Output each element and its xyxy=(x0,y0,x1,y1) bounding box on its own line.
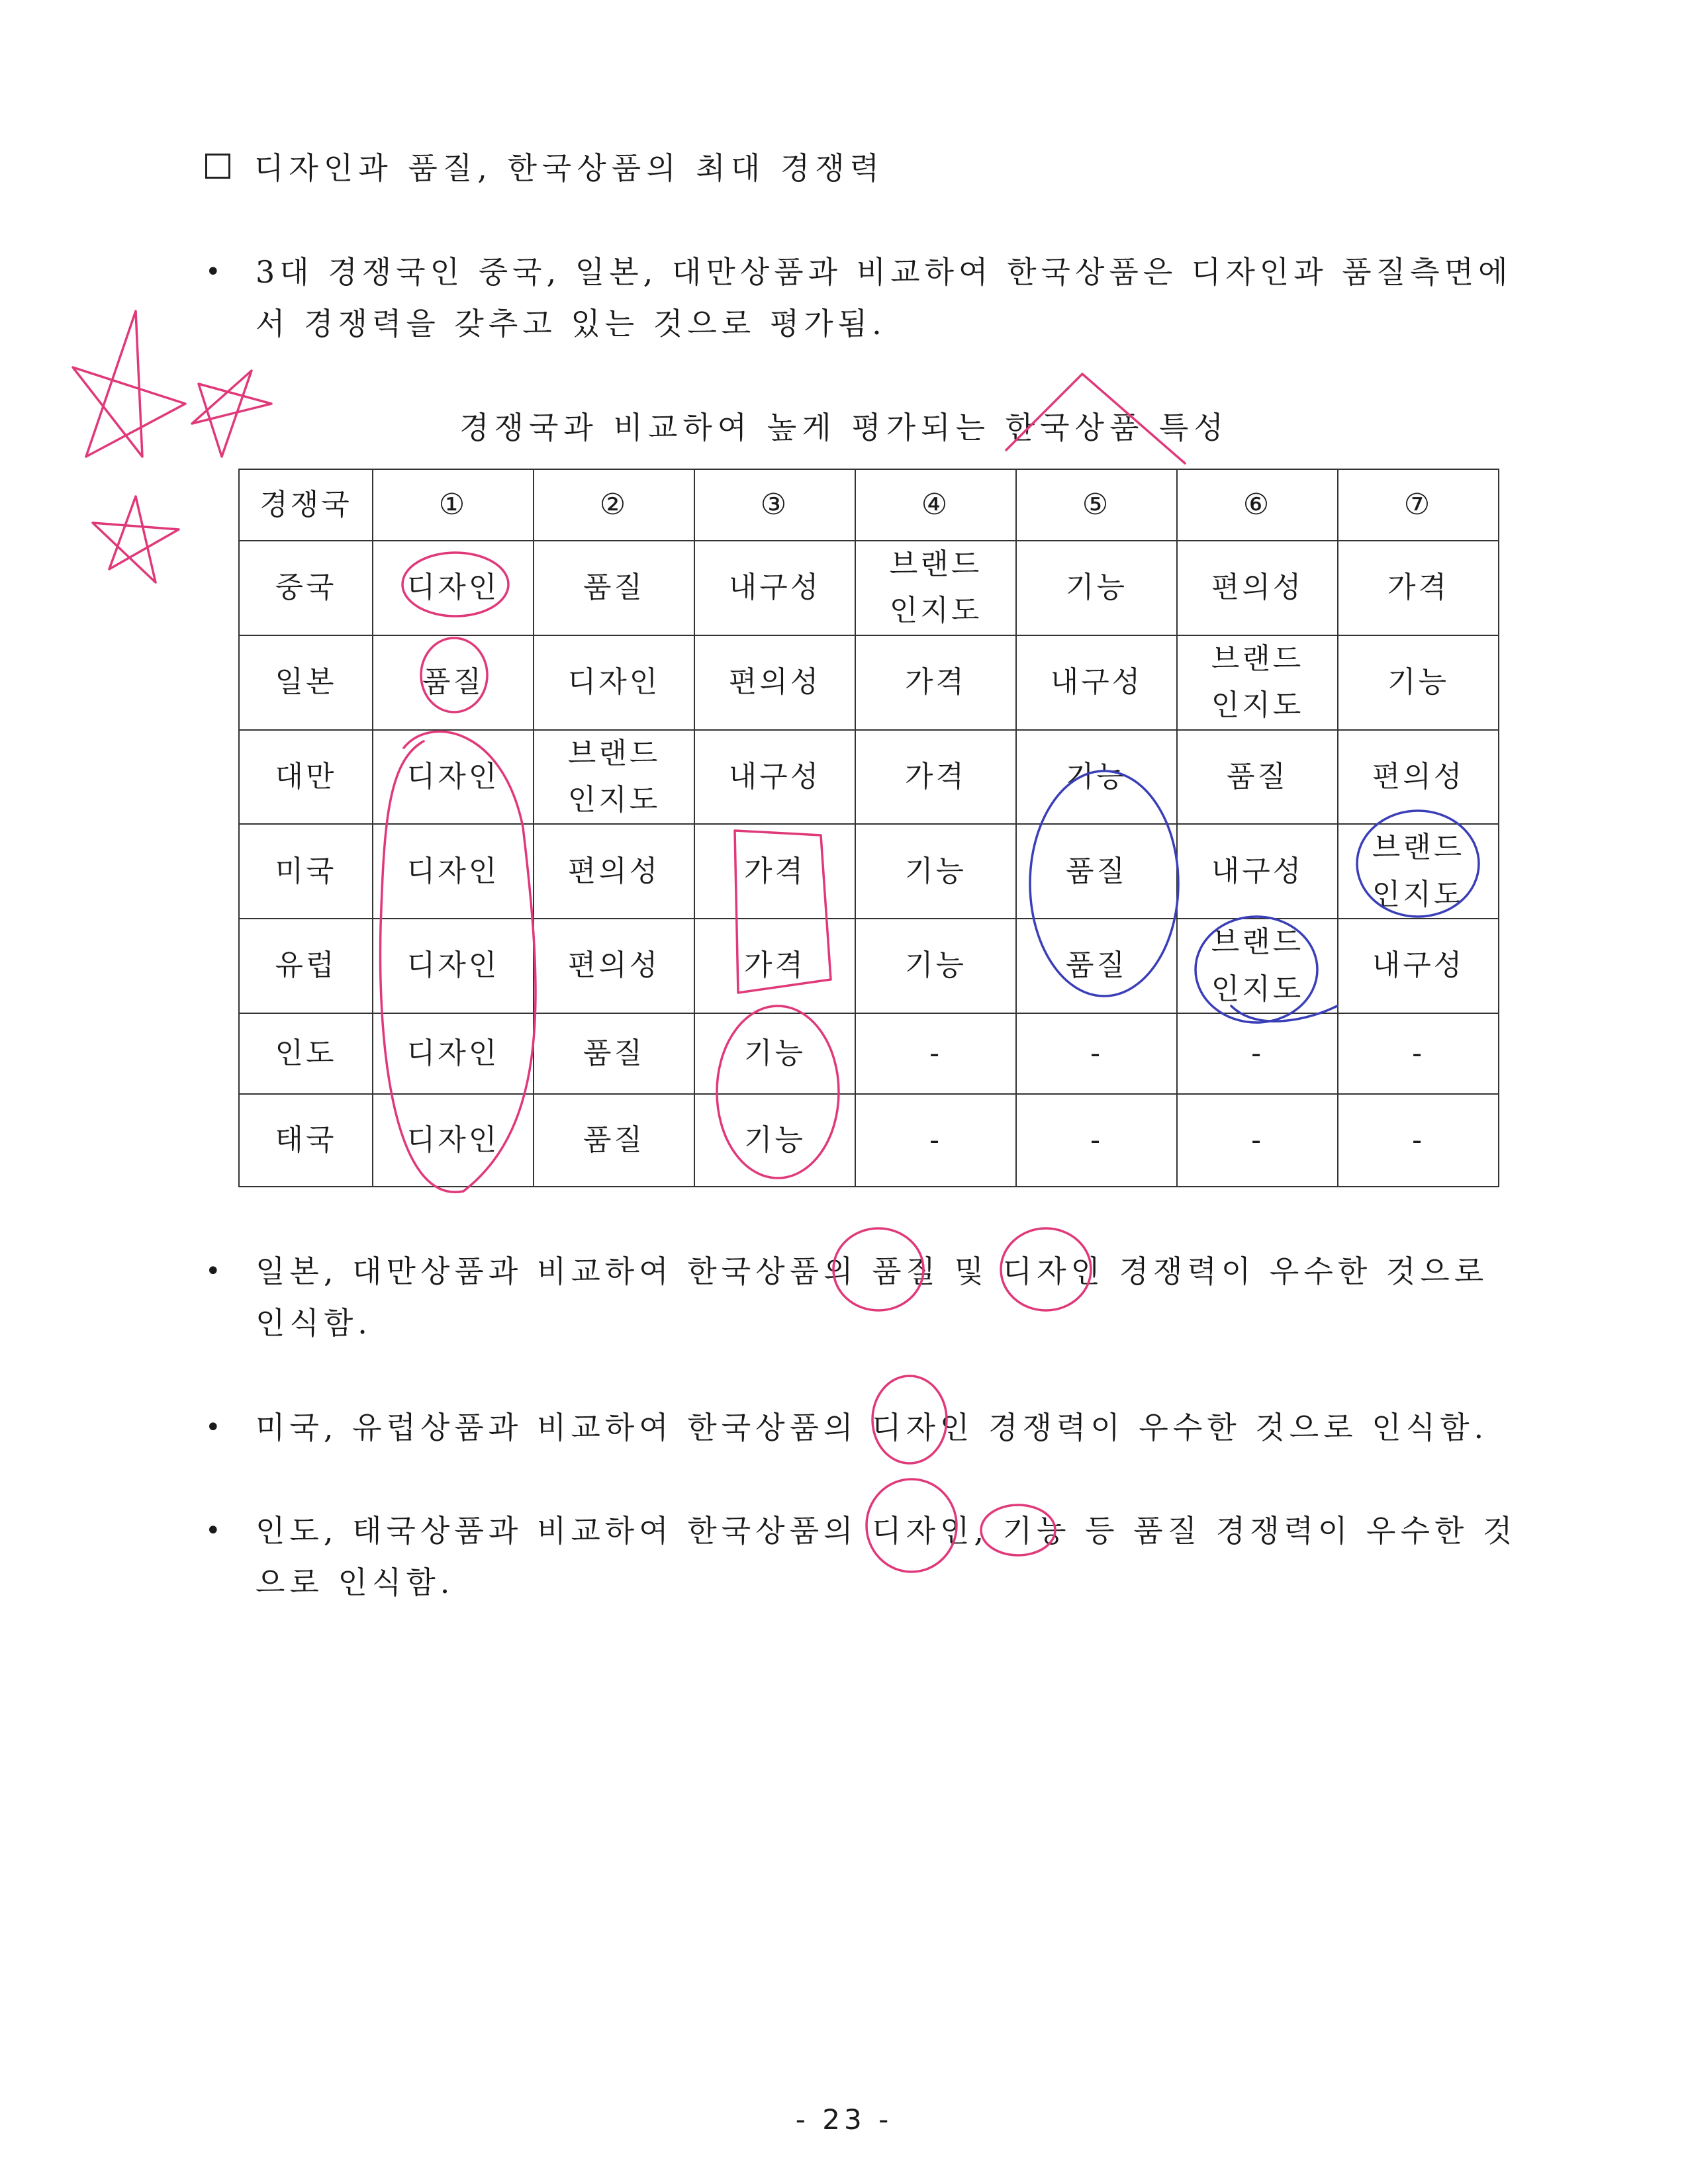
table-cell: - xyxy=(1016,1013,1177,1094)
table-cell xyxy=(1177,919,1338,1013)
section-heading-text: 디자인과 품질, 한국상품의 최대 경쟁력 xyxy=(254,150,885,186)
cell-line: 브랜드 xyxy=(889,547,982,581)
table-cell: - xyxy=(1338,1094,1499,1187)
table-cell xyxy=(534,730,694,825)
table-cell: 기능 xyxy=(1338,635,1499,730)
table-cell: 디자인 xyxy=(534,635,694,730)
table-cell: 편의성 xyxy=(694,635,855,730)
finding-text: 인도, 태국상품과 비교하여 한국상품의 디자인, 기능 등 품질 경쟁력이 우수한 것으로 인식함. xyxy=(256,1513,1517,1600)
table-cell: 내구성 xyxy=(1016,635,1177,730)
table-cell: 기능 xyxy=(694,1013,855,1094)
table-cell: - xyxy=(1177,1013,1338,1094)
table-cell: 품질 xyxy=(1016,824,1177,919)
table-cell: 가격 xyxy=(1338,541,1499,635)
header-cell: 경쟁국 xyxy=(239,469,373,541)
table-cell: 기능 xyxy=(1016,541,1177,635)
table-cell: 디자인 xyxy=(373,1013,534,1094)
table-cell: 내구성 xyxy=(1338,919,1499,1013)
header-cell: ⑤ xyxy=(1016,469,1177,541)
cell-line: 브랜드 xyxy=(1211,925,1304,960)
table-cell: 내구성 xyxy=(694,541,855,635)
country-cell: 중국 xyxy=(239,541,373,635)
cell-line: 인지도 xyxy=(889,594,982,628)
header-cell: ① xyxy=(373,469,534,541)
table-cell: 기능 xyxy=(694,1094,855,1187)
page-number: - 23 - xyxy=(795,2103,893,2136)
header-cell: ② xyxy=(534,469,694,541)
table-title: 경쟁국과 비교하여 높게 평가되는 한국상품 특성 xyxy=(459,410,1229,445)
intro-bullet-text: 3대 경쟁국인 중국, 일본, 대만상품과 비교하여 한국상품은 디자인과 품질측면에서 경쟁력을 갖추고 있는 것으로 평가됨. xyxy=(256,254,1513,341)
header-cell: ⑦ xyxy=(1338,469,1499,541)
table-cell xyxy=(855,541,1016,635)
finding-bullet xyxy=(205,1246,1536,1349)
table-cell xyxy=(1338,824,1499,919)
table-cell: 가격 xyxy=(855,635,1016,730)
country-cell: 태국 xyxy=(239,1094,373,1187)
table-cell: 기능 xyxy=(855,919,1016,1013)
header-cell: ④ xyxy=(855,469,1016,541)
table-cell: 품질 xyxy=(373,635,534,730)
table-cell: 내구성 xyxy=(1177,824,1338,919)
table-cell: 편의성 xyxy=(534,919,694,1013)
bullet-icon: • xyxy=(205,1516,226,1546)
cell-line: 인지도 xyxy=(1211,972,1304,1006)
table-cell: - xyxy=(1338,1013,1499,1094)
table-row xyxy=(239,730,1499,825)
cell-line: 인지도 xyxy=(1211,688,1304,723)
bullet-icon: • xyxy=(205,1256,226,1287)
table-cell: - xyxy=(855,1094,1016,1187)
section-heading xyxy=(205,144,884,188)
table-row xyxy=(239,824,1499,919)
competitor-table xyxy=(238,469,1499,1187)
table-row xyxy=(239,635,1499,730)
table-cell: 가격 xyxy=(855,730,1016,825)
table-cell: 편의성 xyxy=(1177,541,1338,635)
table-cell: 품질 xyxy=(534,1013,694,1094)
table-cell: 가격 xyxy=(694,824,855,919)
country-cell: 유럽 xyxy=(239,919,373,1013)
finding-bullet xyxy=(205,1505,1536,1608)
finding-text: 미국, 유럽상품과 비교하여 한국상품의 디자인 경쟁력이 우수한 것으로 인식함. xyxy=(256,1410,1489,1445)
table-cell: 디자인 xyxy=(373,1094,534,1187)
table-row xyxy=(239,1013,1499,1094)
table-cell: 품질 xyxy=(534,1094,694,1187)
table-cell: 디자인 xyxy=(373,919,534,1013)
table-cell: - xyxy=(1177,1094,1338,1187)
table-cell: - xyxy=(1016,1094,1177,1187)
star-doodle xyxy=(93,496,179,582)
cell-line: 인지도 xyxy=(567,782,661,817)
table-cell: 기능 xyxy=(855,824,1016,919)
table-header-row xyxy=(239,469,1499,541)
table-cell: 품질 xyxy=(534,541,694,635)
table-cell: 편의성 xyxy=(534,824,694,919)
finding-bullet xyxy=(205,1402,1536,1453)
country-cell: 인도 xyxy=(239,1013,373,1094)
table-row xyxy=(239,541,1499,635)
table-row xyxy=(239,919,1499,1013)
intro-bullet xyxy=(205,246,1536,349)
bullet-icon: • xyxy=(205,257,226,287)
country-cell: 미국 xyxy=(239,824,373,919)
table-cell: - xyxy=(855,1013,1016,1094)
cell-line: 브랜드 xyxy=(567,736,661,770)
table-cell: 디자인 xyxy=(373,824,534,919)
table-cell xyxy=(1177,635,1338,730)
country-cell: 일본 xyxy=(239,635,373,730)
table-cell: 디자인 xyxy=(373,541,534,635)
table-cell: 기능 xyxy=(1016,730,1177,825)
header-cell: ⑥ xyxy=(1177,469,1338,541)
table-cell: 내구성 xyxy=(694,730,855,825)
table-row xyxy=(239,1094,1499,1187)
checkbox-icon xyxy=(205,154,230,179)
table-cell: 편의성 xyxy=(1338,730,1499,825)
table-cell: 품질 xyxy=(1177,730,1338,825)
finding-text: 일본, 대만상품과 비교하여 한국상품의 품질 및 디자인 경쟁력이 우수한 것으로 인식함. xyxy=(256,1253,1489,1341)
cell-line: 브랜드 xyxy=(1211,641,1304,676)
cell-line: 인지도 xyxy=(1372,877,1465,911)
table-cell: 디자인 xyxy=(373,730,534,825)
country-cell: 대만 xyxy=(239,730,373,825)
header-cell: ③ xyxy=(694,469,855,541)
table-cell: 품질 xyxy=(1016,919,1177,1013)
cell-line: 브랜드 xyxy=(1372,831,1465,865)
table-cell: 가격 xyxy=(694,919,855,1013)
bullet-icon: • xyxy=(205,1412,226,1443)
